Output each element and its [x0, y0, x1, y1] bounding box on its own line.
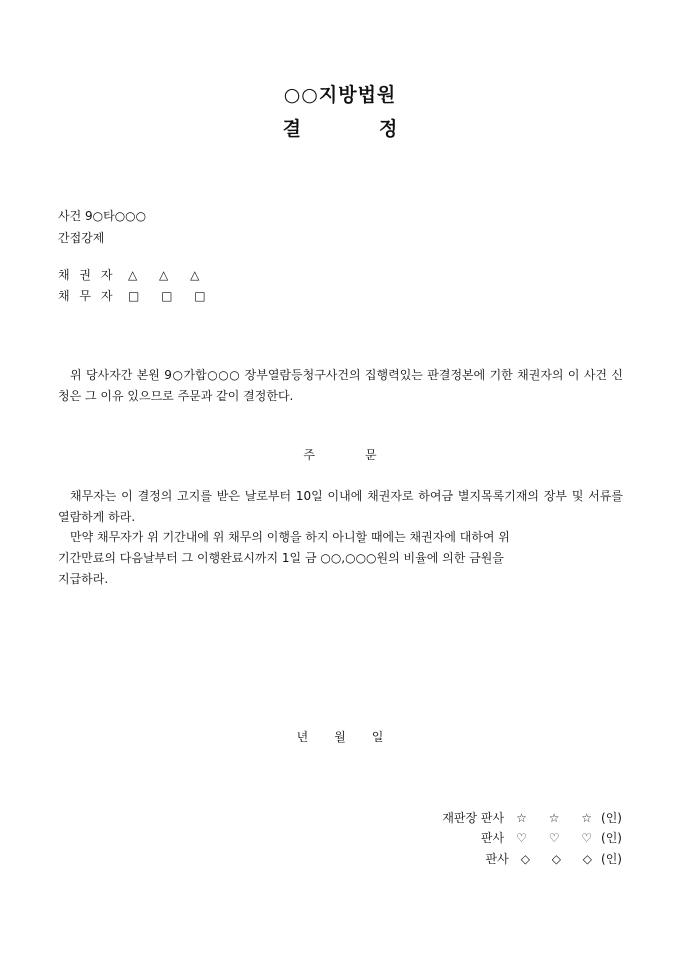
date-month: 월: [334, 730, 346, 744]
date-day: 일: [371, 730, 384, 744]
judge-title: 판사: [480, 831, 505, 845]
creditor-row: [58, 266, 208, 283]
judge-title: 재판장 판사: [442, 811, 505, 825]
judge-name: ☆ ☆ ☆: [516, 811, 602, 825]
judge-name: ◇ ◇ ◇: [520, 852, 602, 866]
presiding-judge-row: [442, 809, 622, 826]
document-type-char-left: 결: [282, 118, 301, 140]
judge-seal: (인): [601, 811, 622, 825]
date-year: 년: [296, 730, 309, 744]
debtor-row: [58, 287, 215, 304]
associate-judge-row-1: [481, 829, 622, 846]
case-name: 간접강제: [58, 231, 105, 245]
debtor-role: 채 무 자: [58, 289, 116, 303]
order-paragraph-2-line-3: 지급하라.: [58, 572, 109, 586]
creditor-role: 채 권 자: [58, 268, 116, 282]
court-name: ○○지방법원: [283, 84, 397, 106]
judge-seal: (인): [601, 831, 622, 845]
order-title: [0, 446, 680, 463]
order-paragraph-2-line-2: 기간만료의 다음날부터 그 이행완료시까지 1일 금 ○○,○○○원의 비율에 의한 금원을: [58, 551, 504, 565]
associate-judge-row-2: [486, 850, 622, 867]
order-paragraph-2-line-1: 만약 채무자가 위 기간내에 위 채무의 이행을 하지 아니할 때에는 채권자에 대하여 위: [70, 530, 510, 544]
creditor-name: △ △ △: [128, 268, 209, 282]
judge-name: ♡ ♡ ♡: [516, 831, 602, 845]
document-type-char-right: 정: [379, 118, 398, 140]
judge-title: 판사: [485, 852, 509, 866]
order-paragraph-1: 채무자는 이 결정의 고지를 받은 날로부터 10일 이내에 채권자로 하여금 별지목록기재의 장부 및 서류를 열람하게 하라.: [58, 489, 623, 524]
decision-date: [0, 728, 680, 745]
order-title-char-right: 문: [365, 448, 377, 462]
document-type-title: [0, 114, 680, 141]
case-number: 사건 9○타○○○: [58, 209, 147, 223]
order-title-char-left: 주: [303, 448, 315, 462]
judge-seal: (인): [601, 852, 622, 866]
reason-paragraph: 위 당사자간 본원 9○가합○○○ 장부열람등청구사건의 집행력있는 판결정본에 기한 채권자의 이 사건 신청은 그 이유 있으므로 주문과 같이 결정한다.: [58, 368, 623, 403]
debtor-name: □ □ □: [128, 289, 215, 303]
